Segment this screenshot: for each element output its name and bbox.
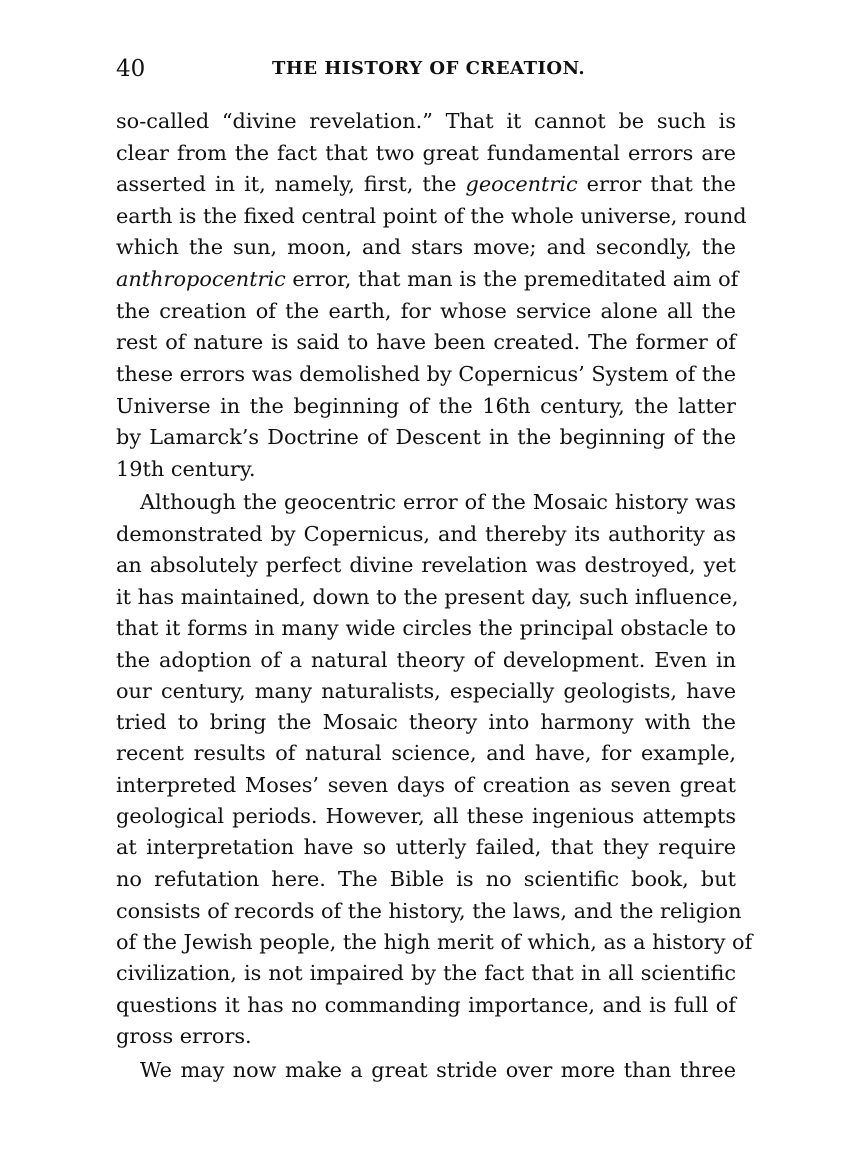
text-line: rest of nature is said to have been created. The former of [116,330,736,354]
text-line: Universe in the beginning of the 16th century, the latter [116,394,736,418]
text-line: which the sun, moon, and stars move; and secondly, the [116,235,736,259]
text-line: so-called “divine revelation.” That it cannot be such is [116,109,736,133]
page-header [116,56,736,90]
text-line: asserted in it, namely, first, the geocentric error that the [116,172,736,196]
text-line: demonstrated by Copernicus, and thereby its authority as [116,522,736,546]
text-line: tried to bring the Mosaic theory into harmony with the [116,710,736,734]
text-line: interpreted Moses’ seven days of creation as seven great [116,773,736,797]
text-line: recent results of natural science, and have, for example, [116,741,736,765]
text-line: anthropocentric error, that man is the premeditated aim of [116,267,739,291]
emphasized-term: geocentric [465,172,578,196]
page-number: 40 [116,56,146,82]
text-line: We may now make a great stride over more than three [140,1058,736,1082]
text-line: that it forms in many wide circles the principal obstacle to [116,616,736,640]
text-line: Although the geocentric error of the Mosaic history was [140,490,736,514]
text-line: the creation of the earth, for whose service alone all the [116,299,736,323]
text-line: gross errors. [116,1024,252,1048]
text-line: our century, many naturalists, especially geologists, have [116,679,736,703]
text-line: by Lamarck’s Doctrine of Descent in the beginning of the [116,425,736,449]
text-line: geological periods. However, all these ingenious attempts [116,804,736,828]
text-line: questions it has no commanding importance, and is full of [116,993,736,1017]
text-line: of the Jewish people, the high merit of which, as a history of [116,930,753,954]
text-line: earth is the fixed central point of the whole universe, round [116,204,747,228]
emphasized-term: anthropocentric [116,267,286,291]
text-line: these errors was demolished by Copernicus’ System of the [116,362,736,386]
text-line: at interpretation have so utterly failed, that they require [116,835,736,859]
text-line: no refutation here. The Bible is no scientific book, but [116,867,736,891]
text-line: consists of records of the history, the laws, and the religion [116,899,742,923]
running-head: THE HISTORY OF CREATION. [272,58,586,79]
text-line: an absolutely perfect divine revelation was destroyed, yet [116,553,736,577]
text-line: the adoption of a natural theory of development. Even in [116,648,736,672]
text-line: 19th century. [116,457,256,481]
text-line: clear from the fact that two great fundamental errors are [116,141,736,165]
text-line: civilization, is not impaired by the fact that in all scientific [116,961,736,985]
text-line: it has maintained, down to the present day, such influence, [116,585,739,609]
